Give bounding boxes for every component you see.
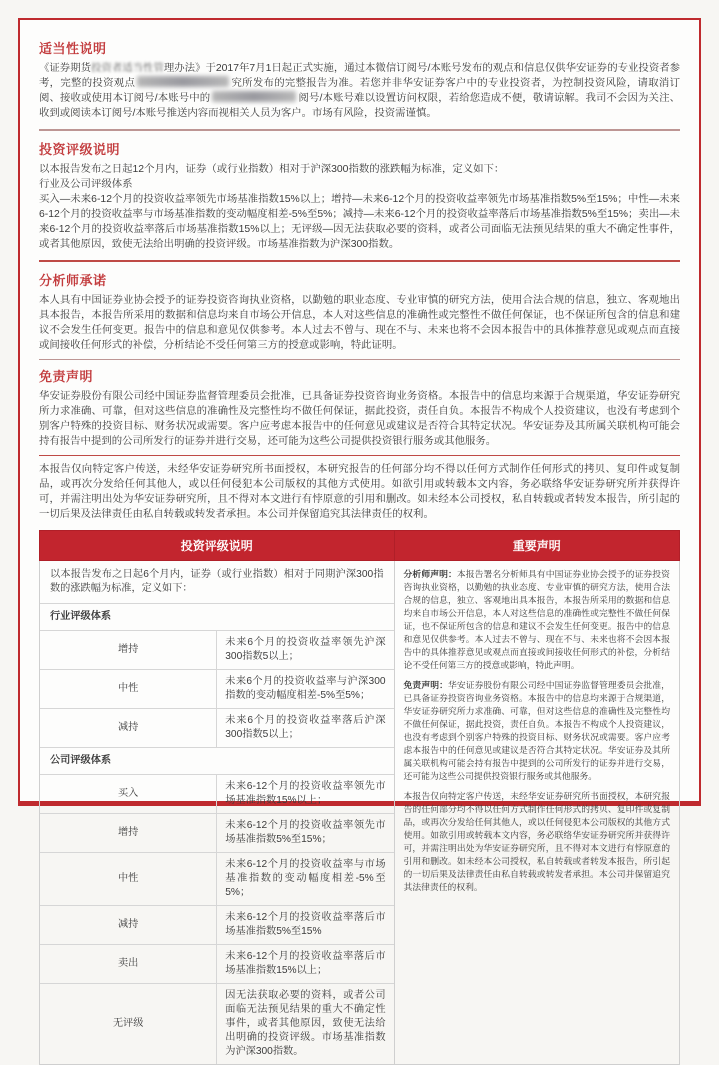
- table-row: [40, 853, 394, 906]
- suitability-text-part: 理办法》于2017年7月1日起正式实施，通过本微信订阅号/本账号发布的观点和信息仅供华安证券的专业投资者参考，完整的投资观点: [39, 63, 681, 89]
- table-row: [40, 984, 394, 1065]
- rating-definition: 未来6个月的投资收益率落后沪深300指数5以上；: [217, 709, 394, 748]
- rating-label: 卖出: [40, 945, 217, 984]
- rating-label: 无评级: [40, 984, 217, 1065]
- section-divider: [39, 129, 680, 131]
- analyst-statement: [404, 568, 670, 672]
- rating-table-header-right: 重要声明: [394, 531, 679, 561]
- suitability-paragraph: [39, 61, 680, 121]
- rating-definitions-cell: [40, 561, 395, 1065]
- rating-label: 买入: [40, 775, 217, 814]
- rating-definition: 未来6-12个月的投资收益率领先市场基准指数5%至15%；: [217, 814, 394, 853]
- rating-label: 中性: [40, 670, 217, 709]
- disclaimer-statement-label: 免责声明：: [403, 680, 448, 690]
- rating-definition: 未来6-12个月的投资收益率与市场基准指数的变动幅度相差-5%至5%；: [217, 853, 394, 906]
- analyst-commitment-text: 本人具有中国证券业协会授予的证券投资咨询执业资格，以勤勉的职业态度、专业审慎的研究方法，使用合法合规的信息，独立、客观地出具本报告，本报告所采用的数据和信息均来自市场公开信息，本人对这些信息的准确性或完整性不做任何保证，也不保证所包含的信息和建议不会发生任何变更。报告中的信息和意见仅供参考。本人过去不曾与、现在不与、未来也将不会因本报告中的具体推荐意见或观点而直接或间接收任何形式的补偿，分析结论不受任何第三方的授意或影响，特此证明。: [39, 295, 680, 351]
- disclaimer-paragraph-1: 华安证券股份有限公司经中国证券监督管理委员会批准，已具备证券投资咨询业务资格。本报告中的信息均来源于合规渠道，华安证券研究所力求准确、可靠，但对这些信息的准确性及完整性均不做任何保证，据此投资，责任自负。本报告不构成个人投资建议，也没有考虑到个别客户特殊的投资目标、财务状况或需要。客户应考虑本报告中的任何意见或建议是否符合其特定状况。华安证券及其所属关联机构可能会持有报告中提到的公司所发行的证券并进行交易，还可能为这些公司提供投资银行服务或其他服务。: [39, 391, 680, 447]
- rating-label: 减持: [40, 709, 217, 748]
- table-row: [40, 670, 394, 709]
- rating-label: 增持: [40, 814, 217, 853]
- redacted-text-block: [212, 91, 296, 102]
- distribution-statement: 本报告仅向特定客户传送，未经华安证券研究所书面授权，本研究报告的任何部分均不得以任何方式制作任何形式的拷贝、复印件或复制品，或再次分发给任何其他人，或以任何侵犯本公司版权的其他方式使用。如欲引用或转载本文内容，务必联络华安证券研究所并获得许可，并需注明出处为华安证券研究所，且不得对本文进行有悖原意的引用和删改。如未经本公司授权，私自转载或者转发本报告，所引起的一切后果及法律责任由私自转载或转发者承担。本公司并保留追究其法律责任的权利。: [403, 791, 670, 892]
- table-row: [40, 906, 394, 945]
- table-row: [40, 561, 394, 604]
- rating-table: [39, 530, 680, 1065]
- analyst-statement-text: 本报告署名分析师具有中国证券业协会授予的证券投资咨询执业资格，以勤勉的执业态度、专业审慎的研究方法，使用合法合规的信息，独立、客观地出具本报告，本报告所采用的数据和信息均来自市场公开信息，本人对这些信息的准确性或完整性不做任何保证，也不保证所包含的信息和建议不会发生任何变更。报告中的信息和意见仅供参考。本人过去不曾与、现在不与、未来也将不会因本报告中的具体推荐意见或观点而直接或间接收任何形式的补偿，分析结论不受任何第三方的授意或影响，特此声明。: [403, 569, 670, 670]
- table-row: [40, 775, 394, 814]
- rating-definition: 未来6个月的投资收益率与沪深300指数的变动幅度相差-5%至5%；: [217, 670, 394, 709]
- table-row: [40, 631, 394, 670]
- industry-rating-subheader: 行业评级体系: [40, 604, 394, 631]
- rating-definition: 未来6个月的投资收益率领先沪深300指数5以上；: [217, 631, 394, 670]
- rating-table-header-left: 投资评级说明: [40, 531, 395, 561]
- rating-label: 中性: [40, 853, 217, 906]
- disclaimer-heading: 免责声明: [39, 369, 94, 384]
- suitability-text-part: 究所发布的完整报告为准。若您并非华安证券客户中的专业投资者，为控制投资风险，请取消订阅、接收或使用本订阅号/本账号中的: [39, 78, 681, 104]
- disclaimer-paragraph-2: 本报告仅向特定客户传送，未经华安证券研究所书面授权，本研究报告的任何部分均不得以任何方式制作任何形式的拷贝、复印件或复制品，或再次分发给任何其他人，或以任何侵犯本公司版权的其他方式使用。如欲引用或转载本文内容，务必联络华安证券研究所并获得许可，并需注明出处为华安证券研究所，且不得对本文进行有悖原意的引用和删改。如未经本公司授权，私自转载或者转发本报告，所引起的一切后果及法律责任由私自转载或转发者承担。本公司并保留追究其法律责任的权利。: [39, 464, 680, 520]
- analyst-statement-label: 分析师声明：: [403, 569, 457, 579]
- rating-note-heading: 投资评级说明: [39, 142, 121, 157]
- rating-note-line2: 行业及公司评级体系: [39, 179, 133, 190]
- rating-table-intro: 以本报告发布之日起6个月内，证券（或行业指数）相对于同期沪深300指数的涨跌幅为标准，定义如下：: [40, 561, 394, 604]
- blurred-text: 投资者适当性管: [91, 63, 164, 74]
- table-row: [40, 604, 394, 631]
- rating-definition: 未来6-12个月的投资收益率落后市场基准指数5%至15%: [217, 906, 394, 945]
- table-row: [40, 945, 394, 984]
- analyst-commitment-heading: 分析师承诺: [39, 273, 107, 288]
- rating-definition: 未来6-12个月的投资收益率领先市场基准指数15%以上；: [217, 775, 394, 814]
- rating-definition: 未来6-12个月的投资收益率落后市场基准指数15%以上；: [217, 945, 394, 984]
- rating-note-line1: 以本报告发布之日起12个月内，证券（或行业指数）相对于沪深300指数的涨跌幅为标准，定义如下：: [39, 164, 505, 175]
- company-rating-subheader: 公司评级体系: [40, 748, 394, 775]
- table-row: [40, 709, 394, 748]
- table-row: [40, 814, 394, 853]
- section-divider: [39, 359, 680, 360]
- section-divider: [39, 455, 680, 456]
- table-row: [40, 748, 394, 775]
- suitability-heading: 适当性说明: [39, 41, 107, 56]
- suitability-text-part: 阅号/本账号难以设置访问权限，若给您造成不便，敬请谅解。我司不会因为关注、收到或阅读本订阅号/本账号推送内容而视相关人员为客户。市场有风险，投资需谨慎。: [39, 93, 680, 119]
- rating-label: 减持: [40, 906, 217, 945]
- rating-definition: 因无法获取必要的资料，或者公司面临无法预见结果的重大不确定性事件，或者其他原因，致使无法给出明确的投资评级。市场基准指数为沪深300指数。: [225, 990, 386, 1057]
- rating-label: 增持: [40, 631, 217, 670]
- document-frame: [18, 18, 701, 1057]
- disclaimer-statement: [404, 679, 670, 783]
- document-content: [20, 20, 699, 1065]
- suitability-text-part: 《证券期货: [39, 63, 92, 74]
- important-statement-cell: [394, 561, 679, 1065]
- rating-note-line3: 买入—未来6-12个月的投资收益率领先市场基准指数15%以上；增持—未来6-12个月的投资收益率领先市场基准指数5%至15%；中性—未来6-12个月的投资收益率与市场基准指数的变动幅度相差-5%至5%；减持—未来6-12个月的投资收益率落后市场基准指数5%至15%；卖出—未来6-12个月的投资收益率落后市场基准指数15%以上；无评级—因无法获取必要的资料，或者公司面临无法预见结果的重大不确定性事件，或者其他原因，致使无法给出明确的投资评级。市场基准指数为沪深300指数。: [39, 194, 680, 250]
- rating-definitions-table: [40, 561, 394, 1064]
- section-divider: [39, 260, 680, 262]
- disclaimer-statement-text: 华安证券股份有限公司经中国证券监督管理委员会批准，已具备证券投资咨询业务资格。本报告中的信息均来源于合规渠道，华安证券研究所力求准确、可靠，但对这些信息的准确性及完整性均不做任何保证，据此投资，责任自负。本报告不构成个人投资建议，也没有考虑到个别客户特殊的投资目标、财务状况或需要。客户应考虑本报告中的任何意见或建议是否符合其特定状况。华安证券及其所属关联机构可能会持有报告中提到的公司所发行的证券并进行交易，还可能为这些公司提供投资银行服务或其他服务。: [403, 680, 670, 781]
- redacted-text-block: [137, 76, 229, 87]
